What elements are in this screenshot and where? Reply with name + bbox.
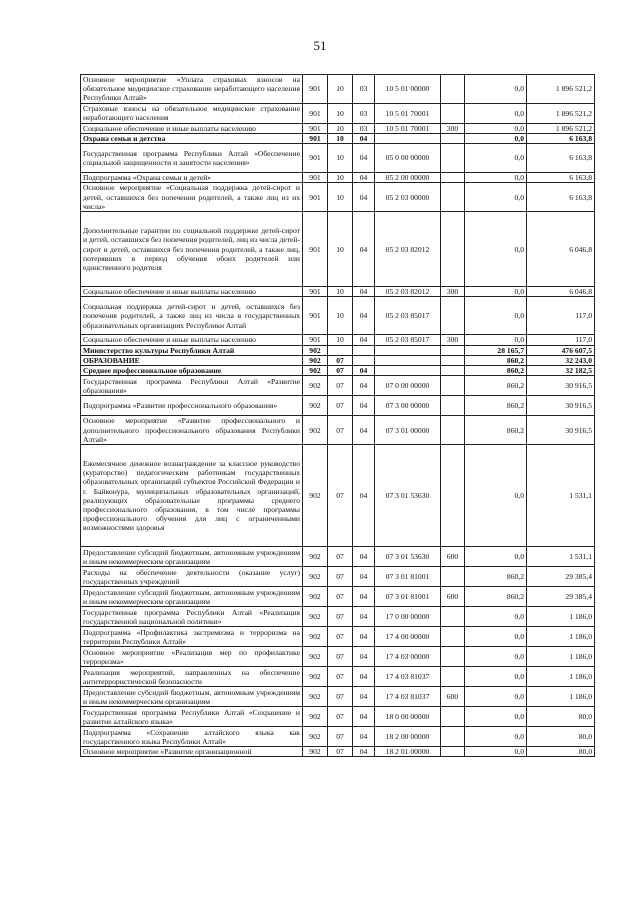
section-code: 07 — [328, 416, 353, 445]
expense-type — [441, 366, 465, 376]
subsection-code — [353, 345, 375, 355]
table-row — [81, 297, 595, 335]
admin-code: 901 — [303, 212, 328, 287]
admin-code: 901 — [303, 183, 328, 212]
amount-second: 1 531,1 — [527, 547, 595, 567]
table-row — [81, 667, 595, 687]
expense-type — [441, 133, 465, 143]
section-code: 07 — [328, 667, 353, 687]
item-name: Среднее профессиональное образование — [81, 366, 303, 376]
expense-type — [441, 345, 465, 355]
amount-first: 0,0 — [465, 727, 527, 747]
amount-first: 0,0 — [465, 75, 527, 104]
table-row — [81, 183, 595, 212]
subsection-code: 04 — [353, 607, 375, 627]
section-code: 07 — [328, 396, 353, 416]
table-row — [81, 335, 595, 345]
target-article: 07 3 00 00000 — [375, 396, 441, 416]
subsection-code: 04 — [353, 567, 375, 587]
subsection-code: 04 — [353, 747, 375, 757]
target-article: 17 4 03 81037 — [375, 687, 441, 707]
expense-type — [441, 355, 465, 365]
target-article: 05 2 03 82012 — [375, 212, 441, 287]
table-row — [81, 144, 595, 173]
admin-code: 902 — [303, 547, 328, 567]
item-name: Государственная программа Республики Алтай «Реализация государственной национальной политики» — [81, 607, 303, 627]
subsection-code: 04 — [353, 727, 375, 747]
expense-type — [441, 416, 465, 445]
section-code: 07 — [328, 547, 353, 567]
section-code: 07 — [328, 587, 353, 607]
amount-first: 0,0 — [465, 335, 527, 345]
item-name: Основное мероприятие «Реализация мер по профилактике терроризма» — [81, 647, 303, 667]
target-article: 07 0 00 00000 — [375, 376, 441, 396]
amount-first: 28 165,7 — [465, 345, 527, 355]
item-name: Ежемесячное денежное вознаграждение за классное руководство (кураторство) педагогическим работникам государственных образовательных организаций субъектов Российской Федерации и г. Байконура, муниципальных образовательных организаций, реализующих образовательные программы среднего профессионального образования, в том числе программы профессионального обучения для лиц с ограниченными возможностями здоровья — [81, 445, 303, 547]
table-row — [81, 647, 595, 667]
admin-code: 902 — [303, 587, 328, 607]
section-code: 10 — [328, 103, 353, 123]
table-row — [81, 747, 595, 757]
target-article: 17 4 03 00000 — [375, 647, 441, 667]
expense-type — [441, 297, 465, 335]
amount-first: 0,0 — [465, 707, 527, 727]
target-article: 18 2 00 00000 — [375, 727, 441, 747]
subsection-code — [353, 355, 375, 365]
amount-second: 6 163,8 — [527, 144, 595, 173]
table-row — [81, 123, 595, 133]
expense-type — [441, 75, 465, 104]
admin-code: 901 — [303, 297, 328, 335]
section-code: 10 — [328, 144, 353, 173]
admin-code: 902 — [303, 707, 328, 727]
subsection-code: 04 — [353, 547, 375, 567]
table-row — [81, 133, 595, 143]
amount-first: 0,0 — [465, 212, 527, 287]
subsection-code: 04 — [353, 647, 375, 667]
target-article — [375, 355, 441, 365]
budget-table — [80, 74, 595, 757]
amount-second: 29 385,4 — [527, 567, 595, 587]
expense-type: 300 — [441, 287, 465, 297]
amount-second: 1 186,0 — [527, 687, 595, 707]
amount-first: 0,0 — [465, 297, 527, 335]
expense-type — [441, 567, 465, 587]
section-code: 07 — [328, 627, 353, 647]
admin-code: 901 — [303, 123, 328, 133]
expense-type — [441, 667, 465, 687]
expense-type — [441, 173, 465, 183]
amount-second: 476 607,5 — [527, 345, 595, 355]
amount-first: 0,0 — [465, 103, 527, 123]
subsection-code: 04 — [353, 183, 375, 212]
table-row — [81, 707, 595, 727]
target-article: 07 3 01 53630 — [375, 445, 441, 547]
subsection-code: 03 — [353, 123, 375, 133]
item-name: Дополнительные гарантии по социальной поддержке детей-сирот и детей, оставшихся без попечения родителей, лиц из числа детей-сирот и детей, оставшихся без попечения родителей, а также лиц, потерявших в период обучения обоих родителей или единственного родителя — [81, 212, 303, 287]
admin-code: 901 — [303, 103, 328, 123]
target-article: 18 0 00 00000 — [375, 707, 441, 727]
expense-type: 600 — [441, 687, 465, 707]
subsection-code: 04 — [353, 627, 375, 647]
item-name: Социальное обеспечение и иные выплаты населению — [81, 335, 303, 345]
section-code: 10 — [328, 183, 353, 212]
amount-second: 6 163,8 — [527, 173, 595, 183]
item-name: Государственная программа Республики Алтай «Обеспечение социальной защищенности и занятости населения» — [81, 144, 303, 173]
admin-code: 901 — [303, 144, 328, 173]
amount-first: 0,0 — [465, 607, 527, 627]
target-article — [375, 366, 441, 376]
admin-code: 902 — [303, 396, 328, 416]
subsection-code: 04 — [353, 287, 375, 297]
table-row — [81, 212, 595, 287]
section-code: 07 — [328, 607, 353, 627]
section-code: 10 — [328, 133, 353, 143]
item-name: Министерство культуры Республики Алтай — [81, 345, 303, 355]
table-row — [81, 376, 595, 396]
subsection-code: 04 — [353, 173, 375, 183]
amount-second: 32 243,0 — [527, 355, 595, 365]
section-code: 10 — [328, 212, 353, 287]
expense-type — [441, 647, 465, 667]
admin-code: 902 — [303, 627, 328, 647]
item-name: Государственная программа Республики Алтай «Сохранение и развитие алтайского языка» — [81, 707, 303, 727]
amount-first: 860,2 — [465, 376, 527, 396]
expense-type — [441, 212, 465, 287]
amount-first: 860,2 — [465, 587, 527, 607]
section-code: 07 — [328, 647, 353, 667]
amount-second: 30 916,5 — [527, 396, 595, 416]
table-row — [81, 587, 595, 607]
target-article: 10 5 01 70001 — [375, 123, 441, 133]
expense-type — [441, 183, 465, 212]
expense-type: 300 — [441, 335, 465, 345]
amount-second: 6 046,8 — [527, 212, 595, 287]
expense-type — [441, 627, 465, 647]
admin-code: 902 — [303, 727, 328, 747]
expense-type — [441, 144, 465, 173]
admin-code: 902 — [303, 355, 328, 365]
target-article: 07 3 01 53630 — [375, 547, 441, 567]
amount-first: 0,0 — [465, 667, 527, 687]
section-code: 07 — [328, 567, 353, 587]
section-code: 07 — [328, 707, 353, 727]
expense-type: 300 — [441, 123, 465, 133]
subsection-code: 04 — [353, 667, 375, 687]
amount-second: 32 182,5 — [527, 366, 595, 376]
target-article: 07 3 01 81001 — [375, 587, 441, 607]
target-article — [375, 133, 441, 143]
admin-code: 901 — [303, 75, 328, 104]
amount-first: 860,2 — [465, 355, 527, 365]
section-code: 07 — [328, 727, 353, 747]
admin-code: 902 — [303, 667, 328, 687]
table-row — [81, 396, 595, 416]
section-code: 07 — [328, 445, 353, 547]
table-row — [81, 355, 595, 365]
table-row — [81, 727, 595, 747]
target-article: 05 2 03 00000 — [375, 183, 441, 212]
page-number: 51 — [313, 38, 327, 53]
amount-first: 0,0 — [465, 687, 527, 707]
admin-code: 901 — [303, 133, 328, 143]
amount-second: 30 916,5 — [527, 416, 595, 445]
amount-second: 1 896 521,2 — [527, 103, 595, 123]
section-code: 10 — [328, 287, 353, 297]
amount-first: 0,0 — [465, 144, 527, 173]
admin-code: 902 — [303, 416, 328, 445]
section-code: 07 — [328, 747, 353, 757]
amount-first: 0,0 — [465, 627, 527, 647]
expense-type — [441, 607, 465, 627]
amount-second: 1 531,1 — [527, 445, 595, 547]
item-name: Предоставление субсидий бюджетным, автономным учреждениям и иным некоммерческим организациям — [81, 687, 303, 707]
amount-first: 0,0 — [465, 173, 527, 183]
table-row — [81, 607, 595, 627]
item-name: Основное мероприятие «Уплата страховых взносов на обязательное медицинское страхование неработающего населения Республики Алтай» — [81, 75, 303, 104]
admin-code: 902 — [303, 647, 328, 667]
admin-code: 902 — [303, 376, 328, 396]
amount-second: 29 385,4 — [527, 587, 595, 607]
expense-type — [441, 747, 465, 757]
table-row — [81, 345, 595, 355]
subsection-code: 03 — [353, 75, 375, 104]
target-article: 17 4 03 81037 — [375, 667, 441, 687]
section-code: 10 — [328, 173, 353, 183]
item-name: Государственная программа Республики Алтай «Развитие образования» — [81, 376, 303, 396]
item-name: Подпрограмма «Охрана семьи и детей» — [81, 173, 303, 183]
expense-type — [441, 396, 465, 416]
amount-second: 1 186,0 — [527, 647, 595, 667]
amount-first: 0,0 — [465, 747, 527, 757]
subsection-code: 04 — [353, 297, 375, 335]
target-article: 18 2 01 00000 — [375, 747, 441, 757]
amount-second: 1 186,0 — [527, 627, 595, 647]
target-article: 10 5 01 70001 — [375, 103, 441, 123]
item-name: Реализация мероприятий, направленных на обеспечение антитеррористической безопасности — [81, 667, 303, 687]
subsection-code: 04 — [353, 144, 375, 173]
amount-second: 6 163,8 — [527, 133, 595, 143]
table-row — [81, 416, 595, 445]
amount-first: 0,0 — [465, 647, 527, 667]
table-row — [81, 287, 595, 297]
section-code: 07 — [328, 376, 353, 396]
admin-code: 902 — [303, 747, 328, 757]
amount-first: 0,0 — [465, 133, 527, 143]
amount-second: 80,0 — [527, 747, 595, 757]
amount-second: 1 896 521,2 — [527, 123, 595, 133]
subsection-code: 04 — [353, 587, 375, 607]
table-row — [81, 75, 595, 104]
table-row — [81, 627, 595, 647]
amount-first: 860,2 — [465, 567, 527, 587]
item-name: Расходы на обеспечение деятельности (оказание услуг) государственных учреждений — [81, 567, 303, 587]
amount-first: 860,2 — [465, 366, 527, 376]
amount-second: 6 046,8 — [527, 287, 595, 297]
admin-code: 902 — [303, 567, 328, 587]
target-article: 17 4 00 00000 — [375, 627, 441, 647]
section-code: 10 — [328, 123, 353, 133]
item-name: Страховые взносы на обязательное медицинское страхование неработающего населения — [81, 103, 303, 123]
amount-second: 30 916,5 — [527, 376, 595, 396]
subsection-code: 04 — [353, 445, 375, 547]
expense-type — [441, 445, 465, 547]
table-row — [81, 567, 595, 587]
subsection-code: 04 — [353, 687, 375, 707]
expense-type: 600 — [441, 587, 465, 607]
item-name: Основное мероприятие «Развитие профессионального и дополнительного профессионального образования Республики Алтай» — [81, 416, 303, 445]
item-name: Предоставление субсидий бюджетным, автономным учреждениям и иным некоммерческим организациям — [81, 547, 303, 567]
target-article: 17 0 00 00000 — [375, 607, 441, 627]
target-article: 07 3 01 00000 — [375, 416, 441, 445]
amount-second: 117,0 — [527, 297, 595, 335]
admin-code: 901 — [303, 173, 328, 183]
table-row — [81, 687, 595, 707]
amount-first: 0,0 — [465, 547, 527, 567]
target-article — [375, 345, 441, 355]
expense-type — [441, 707, 465, 727]
subsection-code: 04 — [353, 335, 375, 345]
amount-second: 1 186,0 — [527, 667, 595, 687]
target-article: 05 2 03 85017 — [375, 335, 441, 345]
amount-first: 860,2 — [465, 396, 527, 416]
target-article: 10 5 01 00000 — [375, 75, 441, 104]
expense-type: 600 — [441, 547, 465, 567]
item-name: Социальная поддержка детей-сирот и детей, оставшихся без попечения родителей, а также лиц из числа в государственных образовательных организациях Республики Алтай — [81, 297, 303, 335]
target-article: 07 3 01 81001 — [375, 567, 441, 587]
target-article: 05 2 03 85017 — [375, 297, 441, 335]
amount-first: 0,0 — [465, 445, 527, 547]
admin-code: 901 — [303, 335, 328, 345]
section-code: 10 — [328, 297, 353, 335]
amount-first: 0,0 — [465, 123, 527, 133]
target-article: 05 0 00 00000 — [375, 144, 441, 173]
table-row — [81, 103, 595, 123]
section-code: 07 — [328, 366, 353, 376]
subsection-code: 04 — [353, 376, 375, 396]
item-name: ОБРАЗОВАНИЕ — [81, 355, 303, 365]
subsection-code: 04 — [353, 133, 375, 143]
item-name: Охрана семьи и детства — [81, 133, 303, 143]
section-code — [328, 345, 353, 355]
section-code: 10 — [328, 335, 353, 345]
amount-first: 860,2 — [465, 416, 527, 445]
item-name: Социальное обеспечение и иные выплаты населению — [81, 123, 303, 133]
amount-second: 80,0 — [527, 727, 595, 747]
amount-first: 0,0 — [465, 287, 527, 297]
item-name: Социальное обеспечение и иные выплаты населению — [81, 287, 303, 297]
item-name: Подпрограмма «Развитие профессионального образования» — [81, 396, 303, 416]
expense-type — [441, 376, 465, 396]
expense-type — [441, 727, 465, 747]
amount-second: 1 186,0 — [527, 607, 595, 627]
item-name: Подпрограмма «Сохранение алтайского языка как государственного языка Республики Алтай» — [81, 727, 303, 747]
admin-code: 902 — [303, 345, 328, 355]
amount-second: 117,0 — [527, 335, 595, 345]
target-article: 05 2 03 82012 — [375, 287, 441, 297]
target-article: 05 2 00 00000 — [375, 173, 441, 183]
expense-type — [441, 103, 465, 123]
amount-second: 1 896 521,2 — [527, 75, 595, 104]
item-name: Основное мероприятие «Социальная поддержка детей-сирот и детей, оставшихся без попечения родителей, а также лиц из их числа» — [81, 183, 303, 212]
admin-code: 902 — [303, 366, 328, 376]
section-code: 07 — [328, 687, 353, 707]
subsection-code: 04 — [353, 396, 375, 416]
admin-code: 902 — [303, 687, 328, 707]
section-code: 07 — [328, 355, 353, 365]
admin-code: 901 — [303, 287, 328, 297]
subsection-code: 03 — [353, 103, 375, 123]
amount-first: 0,0 — [465, 183, 527, 212]
table-row — [81, 445, 595, 547]
admin-code: 902 — [303, 445, 328, 547]
table-row — [81, 173, 595, 183]
budget-table-body — [81, 75, 595, 757]
amount-second: 6 163,8 — [527, 183, 595, 212]
table-row — [81, 547, 595, 567]
admin-code: 902 — [303, 607, 328, 627]
subsection-code: 04 — [353, 707, 375, 727]
amount-second: 80,0 — [527, 707, 595, 727]
subsection-code: 04 — [353, 366, 375, 376]
section-code: 10 — [328, 75, 353, 104]
item-name: Предоставление субсидий бюджетным, автономным учреждениям и иным некоммерческим организациям — [81, 587, 303, 607]
item-name: Основное мероприятие «Развитие организационной — [81, 747, 303, 757]
table-row — [81, 366, 595, 376]
item-name: Подпрограмма «Профилактика экстремизма и терроризма на территории Республики Алтай» — [81, 627, 303, 647]
subsection-code: 04 — [353, 416, 375, 445]
subsection-code: 04 — [353, 212, 375, 287]
